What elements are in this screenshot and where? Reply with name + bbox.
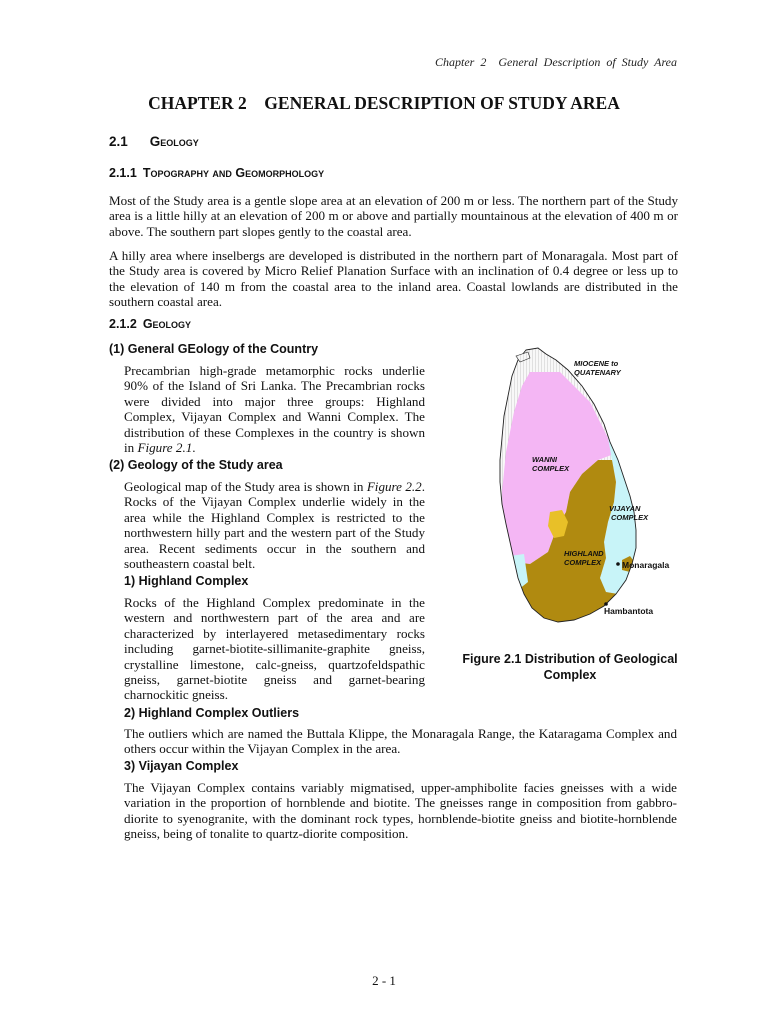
outliers-paragraph: The outliers which are named the Buttala Klippe, the Monaragala Range, the Kataragama Complex and others occur within the Vijayan Complex in the area. bbox=[124, 726, 677, 757]
section-2-1-heading bbox=[109, 134, 199, 149]
geology-map-figure bbox=[490, 342, 700, 632]
label-vijayan-line1: VIJAYAN bbox=[609, 504, 641, 513]
section-2-1-1-heading bbox=[109, 166, 324, 180]
item-2-heading: 2) Highland Complex Outliers bbox=[124, 706, 300, 720]
section-number: 2.1.2 bbox=[109, 317, 137, 331]
paragraph-text-end: . Rocks of the Vijayan Complex underlie widely in the area while the Highland Complex is restricted to the northwestern hilly part and the western part of the Study area. Recent sediments occur in the southern and southeastern coastal belt. bbox=[124, 479, 425, 572]
label-miocene-line2: QUATENARY bbox=[574, 368, 621, 377]
highland-complex-paragraph: Rocks of the Highland Complex predominate in the western and northwestern part of the area and are characterized by interlayered metasedimentary rocks including garnet-biotite-sillimanite-graphite gneiss, crystalline limestone, calc-gneiss, quartzofeldspathic gneiss, garnet-biotite gneiss and garnet-bearing charnockitic gneiss. bbox=[124, 595, 425, 703]
item-3-heading: 3) Vijayan Complex bbox=[124, 759, 239, 773]
subsection-2-heading: (2) Geology of the Study area bbox=[109, 458, 283, 472]
paragraph-text-end: . bbox=[192, 440, 196, 456]
figure-caption bbox=[450, 651, 690, 683]
general-geology-paragraph bbox=[124, 363, 425, 455]
section-title: Geology bbox=[142, 317, 192, 331]
label-miocene-line1: MIOCENE to bbox=[574, 359, 619, 368]
page-number: 2 - 1 bbox=[372, 973, 396, 988]
label-highland-line2: COMPLEX bbox=[564, 558, 602, 567]
label-vijayan-line2: COMPLEX bbox=[611, 513, 649, 522]
section-number: 2.1.1 bbox=[109, 166, 137, 180]
running-header: Chapter 2 General Description of Study Area bbox=[435, 55, 677, 69]
figure-reference: Figure 2.1 bbox=[137, 440, 193, 456]
paragraph-text: Geological map of the Study area is shown in bbox=[124, 479, 367, 494]
item-1-heading: 1) Highland Complex bbox=[124, 574, 249, 588]
vijayan-complex-paragraph: The Vijayan Complex contains variably migmatised, upper-amphibolite facies gneisses with a wide variation in the proportion of hornblende and biotite. The gneisses range in composition from gabbro-diorite to syenogranite, with the dominant rock types, hornblende-biotite gneiss and biotite-hornblende gneiss, being of tonalite to quartz-diorite composition. bbox=[124, 780, 677, 842]
paragraph-text: Precambrian high-grade metamorphic rocks underlie 90% of the Island of Sri Lanka. The Precambrian rocks were divided into major three groups: Highland Complex, Vijayan Complex and Wanni Complex. The distribution of these Complexes in the country is shown in bbox=[124, 363, 425, 456]
chapter-title: CHAPTER 2 GENERAL DESCRIPTION OF STUDY AREA bbox=[148, 93, 620, 113]
topography-paragraph-1: Most of the Study area is a gentle slope area at an elevation of 200 m or less. The northern part of the Study area is a little hilly at an elevation of 200 m or above and partially mountainous at the elevation of 400 m or above. The southern part slopes gently to the coastal area. bbox=[109, 193, 678, 239]
figure-reference: Figure 2.2 bbox=[366, 479, 422, 494]
section-number: 2.1 bbox=[109, 134, 128, 149]
monaragala-dot bbox=[616, 562, 620, 566]
section-2-1-2-heading bbox=[109, 317, 191, 331]
label-wanni-line2: COMPLEX bbox=[532, 464, 570, 473]
label-highland-line1: HIGHLAND bbox=[564, 549, 604, 558]
section-title: Geology bbox=[149, 134, 199, 149]
label-monaragala: Monaragala bbox=[622, 560, 670, 570]
figure-caption-line2: Complex bbox=[543, 668, 597, 682]
label-wanni-line1: WANNI bbox=[532, 455, 557, 464]
label-hambantota: Hambantota bbox=[604, 606, 654, 616]
figure-caption-line1: Figure 2.1 Distribution of Geological bbox=[462, 652, 678, 666]
subsection-1-heading: (1) General GEology of the Country bbox=[109, 342, 319, 356]
study-area-geology-paragraph bbox=[124, 479, 425, 571]
topography-paragraph-2: A hilly area where inselbergs are developed is distributed in the northern part of Monaragala. Most part of the Study area is covered by Micro Relief Planation Surface with an inclination of 0.4 degree or less up to the elevation of 140 m from the coastal area to the inland area. Coastal lowlands are distributed in the southern coastal area. bbox=[109, 248, 678, 310]
section-title: Topography and Geomorphology bbox=[142, 166, 325, 180]
